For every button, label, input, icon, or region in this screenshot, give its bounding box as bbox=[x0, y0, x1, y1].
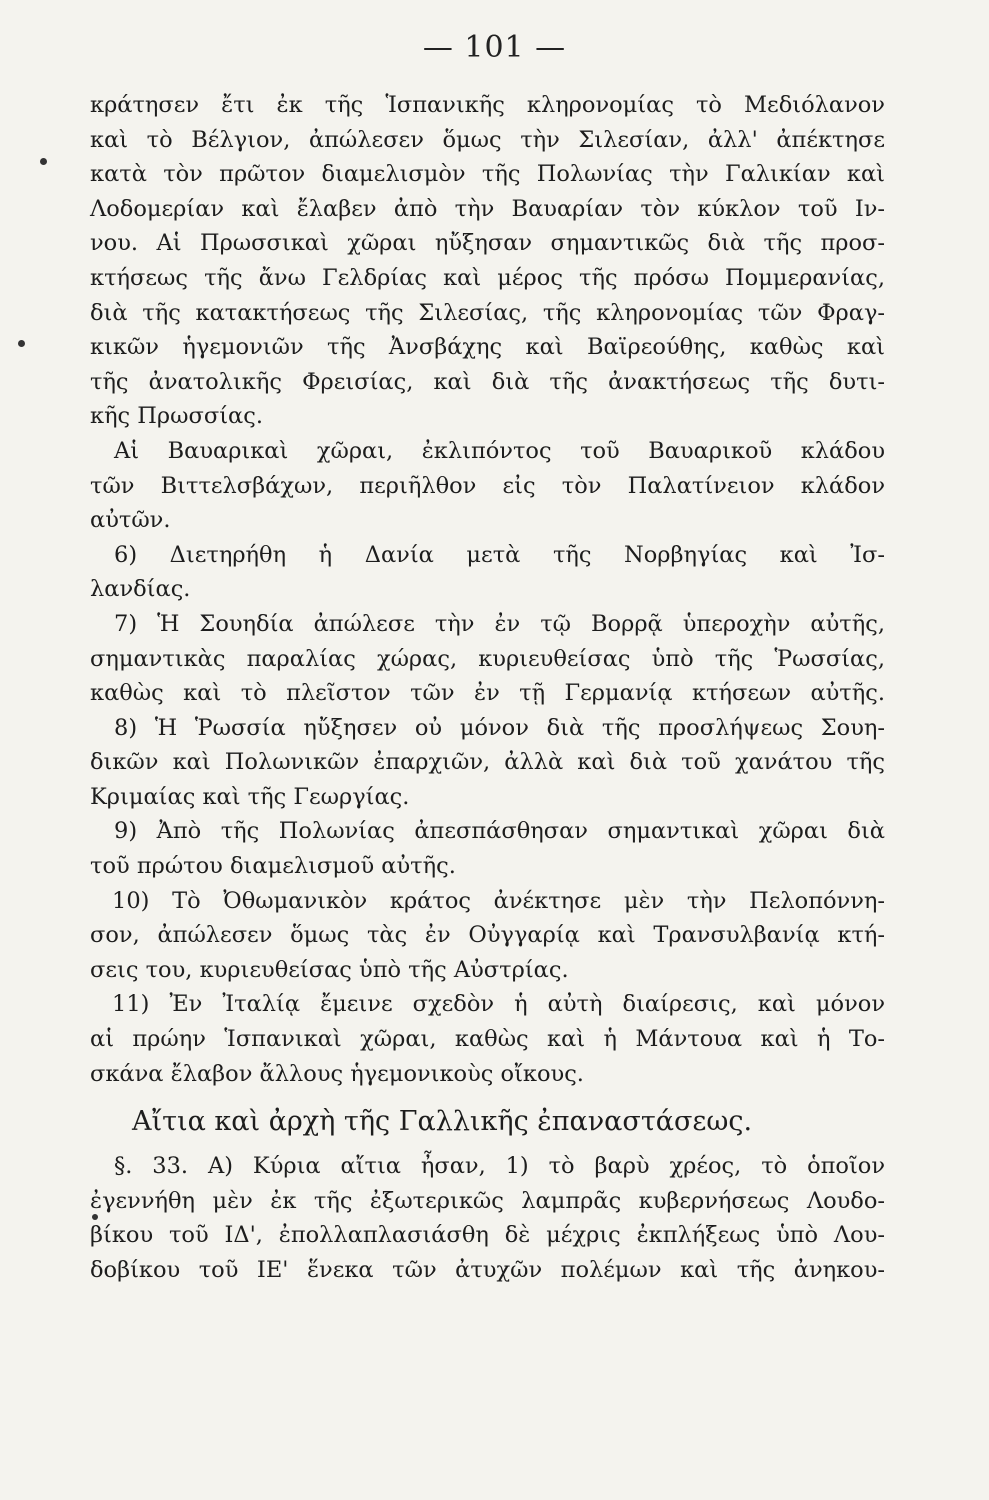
text-line: κῆς Πρωσσίας. bbox=[90, 403, 263, 430]
text-line: ἐγεννήθη μὲν ἐκ τῆς ἐξωτερικῶς λαμπρᾶς κυβερνήσεως Λουδο- bbox=[90, 1187, 885, 1214]
text-line: σεις του, κυριευθείσας ὑπὸ τῆς Αὐστρίας. bbox=[90, 956, 569, 983]
text-line: τῶν Βιττελσβάχων, περιῆλθον εἰς τὸν Παλατίνειον κλάδον bbox=[90, 472, 885, 499]
text-line: αἱ πρώην Ἱσπανικαὶ χῶραι, καθὼς καὶ ἡ Μάντουα καὶ ἡ Το- bbox=[90, 1026, 885, 1053]
text-line: Αἱ Βαυαρικαὶ χῶραι, ἐκλιπόντος τοῦ Βαυαρικοῦ κλάδου bbox=[114, 437, 885, 464]
margin-mark bbox=[18, 340, 25, 347]
text-line: 11) Ἐν Ἰταλίᾳ ἔμεινε σχεδὸν ἡ αὐτὴ διαίρεσις, καὶ μόνον bbox=[112, 991, 885, 1018]
text-line: δοβίκου τοῦ ΙΕ' ἕνεκα τῶν ἀτυχῶν πολέμων καὶ τῆς ἀνηκου- bbox=[90, 1257, 885, 1283]
text-line: 8) Ἡ Ῥωσσία ηὔξησεν οὐ μόνον διὰ τῆς προσλήψεως Σουη- bbox=[114, 714, 885, 741]
section-heading: Αἴτια καὶ ἀρχὴ τῆς Γαλλικῆς ἐπαναστάσεως. bbox=[132, 1106, 753, 1138]
text-line: σκάνα ἔλαβον ἄλλους ἡγεμονικοὺς οἴκους. bbox=[90, 1060, 584, 1087]
text-line: τῆς ἀνατολικῆς Φρεισίας, καὶ διὰ τῆς ἀνακτήσεως τῆς δυτι- bbox=[90, 368, 885, 395]
text-line: Λοδομερίαν καὶ ἔλαβεν ἀπὸ τὴν Βαυαρίαν τὸν κύκλον τοῦ Ιν- bbox=[90, 195, 885, 222]
text-line: κικῶν ἡγεμονιῶν τῆς Ἀνσβάχης καὶ Βαϊρεούθης, καθὼς καὶ bbox=[90, 334, 885, 361]
text-line: καὶ τὸ Βέλγιον, ἀπώλεσεν ὅμως τὴν Σιλεσίαν, ἀλλ' ἀπέκτησε bbox=[90, 126, 885, 153]
text-line: δικῶν καὶ Πολωνικῶν ἐπαρχιῶν, ἀλλὰ καὶ διὰ τοῦ χανάτου τῆς bbox=[90, 749, 885, 776]
text-line: κτήσεως τῆς ἄνω Γελδρίας καὶ μέρος τῆς πρόσω Πομμερανίας, bbox=[90, 264, 885, 291]
margin-mark bbox=[40, 158, 47, 165]
text-line: νου. Αἱ Πρωσσικαὶ χῶραι ηὔξησαν σημαντικῶς διὰ τῆς προσ- bbox=[90, 230, 885, 257]
text-line: σον, ἀπώλεσεν ὅμως τὰς ἐν Οὐγγαρίᾳ καὶ Τρανσυλβανίᾳ κτή- bbox=[90, 922, 885, 949]
text-line: 7) Ἡ Σουηδία ἀπώλεσε τὴν ἐν τῷ Βορρᾷ ὑπεροχὴν αὐτῆς, bbox=[114, 610, 885, 637]
text-line: 10) Τὸ Ὀθωμανικὸν κράτος ἀνέκτησε μὲν τὴν Πελοπόννη- bbox=[112, 887, 885, 914]
text-line: αὐτῶν. bbox=[90, 507, 171, 534]
text-line: καθὼς καὶ τὸ πλεῖστον τῶν ἐν τῇ Γερμανίᾳ κτήσεων αὐτῆς. bbox=[90, 680, 885, 707]
text-line: Κριμαίας καὶ τῆς Γεωργίας. bbox=[90, 783, 410, 810]
text-line: 6) Διετηρήθη ἡ Δανία μετὰ τῆς Νορβηγίας καὶ Ἰσ- bbox=[114, 541, 885, 568]
text-line: λανδίας. bbox=[90, 576, 191, 603]
text-line: §. 33. Α) Κύρια αἴτια ἦσαν, 1) τὸ βαρὺ χρέος, τὸ ὁποῖον bbox=[114, 1153, 885, 1180]
body-text bbox=[90, 88, 885, 1288]
text-line: 9) Ἀπὸ τῆς Πολωνίας ἀπεσπάσθησαν σημαντικαὶ χῶραι διὰ bbox=[114, 818, 885, 845]
text-line: κατὰ τὸν πρῶτον διαμελισμὸν τῆς Πολωνίας τὴν Γαλικίαν καὶ bbox=[90, 161, 885, 188]
text-line: βίκου τοῦ ΙΔ', ἐπολλαπλασιάσθη δὲ μέχρις ἐκπλήξεως ὑπὸ Λου- bbox=[90, 1222, 885, 1249]
text-line: τοῦ πρώτου διαμελισμοῦ αὐτῆς. bbox=[90, 853, 456, 880]
text-line: διὰ τῆς κατακτήσεως τῆς Σιλεσίας, τῆς κληρονομίας τῶν Φραγ- bbox=[90, 299, 885, 326]
text-line: κράτησεν ἔτι ἐκ τῆς Ἱσπανικῆς κληρονομίας τὸ Μεδιόλανον bbox=[90, 92, 885, 118]
text-line: σημαντικὰς παραλίας χώρας, κυριευθείσας ὑπὸ τῆς Ῥωσσίας, bbox=[90, 645, 885, 672]
page-number: — 101 — bbox=[422, 30, 567, 65]
